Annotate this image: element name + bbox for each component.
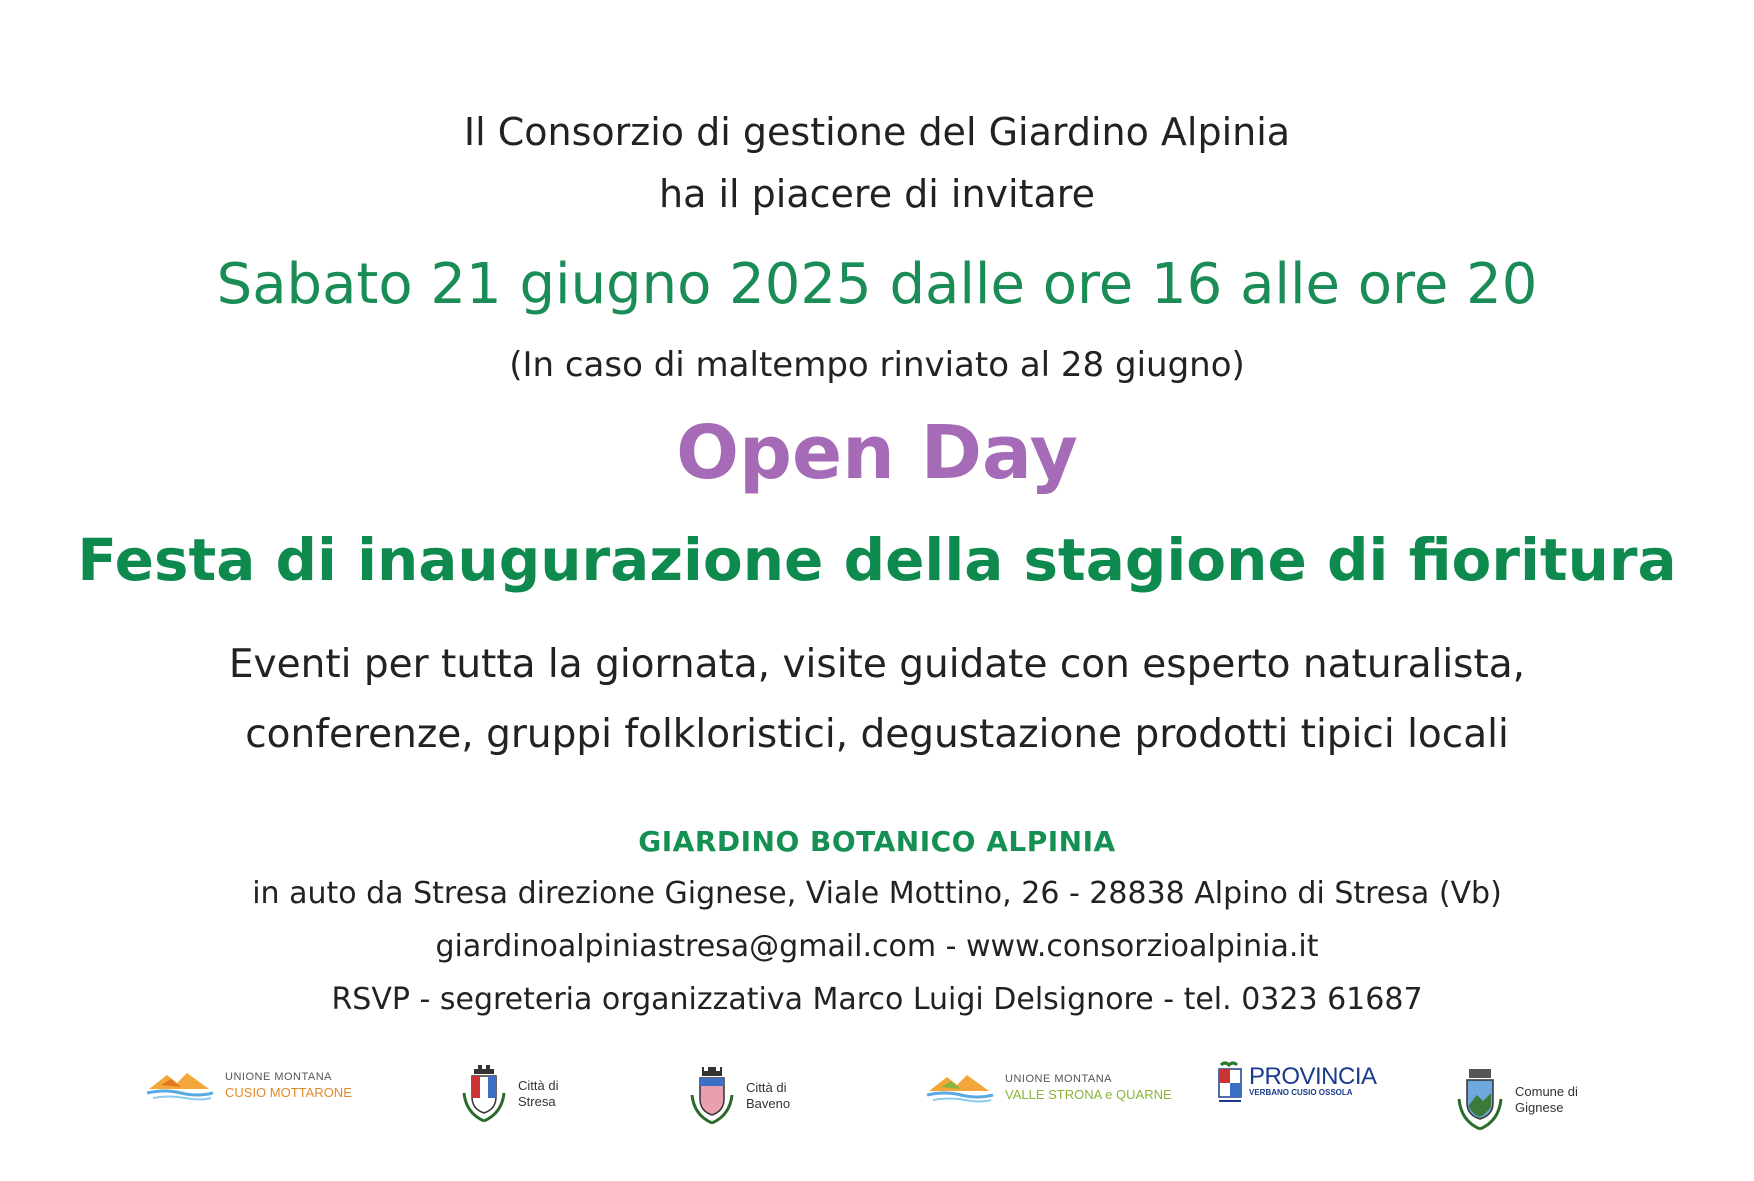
logo-strona-line-1: UNIONE MONTANA (1005, 1073, 1113, 1085)
logo-strona-line-2: VALLE STRONA e QUARNE (1005, 1087, 1172, 1102)
venue-directions: in auto da Stresa direzione Gignese, Viale Mottino, 26 - 28838 Alpino di Stresa (Vb) (252, 876, 1502, 911)
weather-note: (In caso di maltempo rinviato al 28 giugno) (509, 345, 1245, 385)
event-date: Sabato 21 giugno 2025 dalle ore 16 alle ore 20 (216, 252, 1538, 317)
logo-cusio-line-2: CUSIO MOTTARONE (225, 1085, 352, 1100)
logo-cusio-mottarone (145, 1067, 352, 1103)
event-details-line-2: conferenze, gruppi folkloristici, degustazione prodotti tipici locali (245, 712, 1509, 757)
logo-stresa-line-1: Città di (518, 1078, 559, 1093)
coat-of-arms-icon (460, 1063, 508, 1125)
sponsor-logos (0, 1055, 1754, 1155)
logo-stresa-line-2: Stresa (518, 1094, 556, 1109)
logo-gignese-line-1: Comune di (1515, 1084, 1578, 1099)
coat-of-arms-icon (688, 1065, 736, 1127)
event-subtitle: Festa di inaugurazione della stagione di fioritura (77, 526, 1677, 594)
logo-provincia-line-2: VERBANO CUSIO OSSOLA (1249, 1088, 1353, 1097)
flag-emblem-icon (1215, 1061, 1245, 1103)
logo-citta-di-stresa (460, 1063, 558, 1125)
rsvp-line: RSVP - segreteria organizzativa Marco Luigi Delsignore - tel. 0323 61687 (331, 982, 1423, 1017)
mountain-lake-icon (145, 1067, 215, 1103)
mountain-lake-icon (925, 1069, 995, 1105)
logo-baveno-line-2: Baveno (746, 1096, 791, 1111)
coat-of-arms-icon (1455, 1067, 1505, 1133)
logo-cusio-line-1: UNIONE MONTANA (225, 1071, 333, 1083)
venue-name: GIARDINO BOTANICO ALPINIA (638, 825, 1116, 858)
logo-provincia-vco (1215, 1061, 1377, 1103)
logo-gignese-line-2: Gignese (1515, 1100, 1564, 1115)
event-name: Open Day (676, 410, 1078, 496)
invite-line-2: ha il piacere di invitare (659, 172, 1095, 216)
logo-valle-strona-quarne (925, 1069, 1172, 1105)
event-details-line-1: Eventi per tutta la giornata, visite guidate con esperto naturalista, (228, 642, 1526, 687)
logo-citta-di-baveno (688, 1065, 790, 1127)
logo-baveno-line-1: Città di (746, 1080, 787, 1095)
logo-provincia-line-1: PROVINCIA (1249, 1063, 1377, 1090)
invite-line-1: Il Consorzio di gestione del Giardino Alpinia (463, 110, 1291, 154)
logo-comune-di-gignese (1455, 1067, 1578, 1133)
venue-contacts: giardinoalpiniastresa@gmail.com - www.consorzioalpinia.it (435, 929, 1319, 964)
